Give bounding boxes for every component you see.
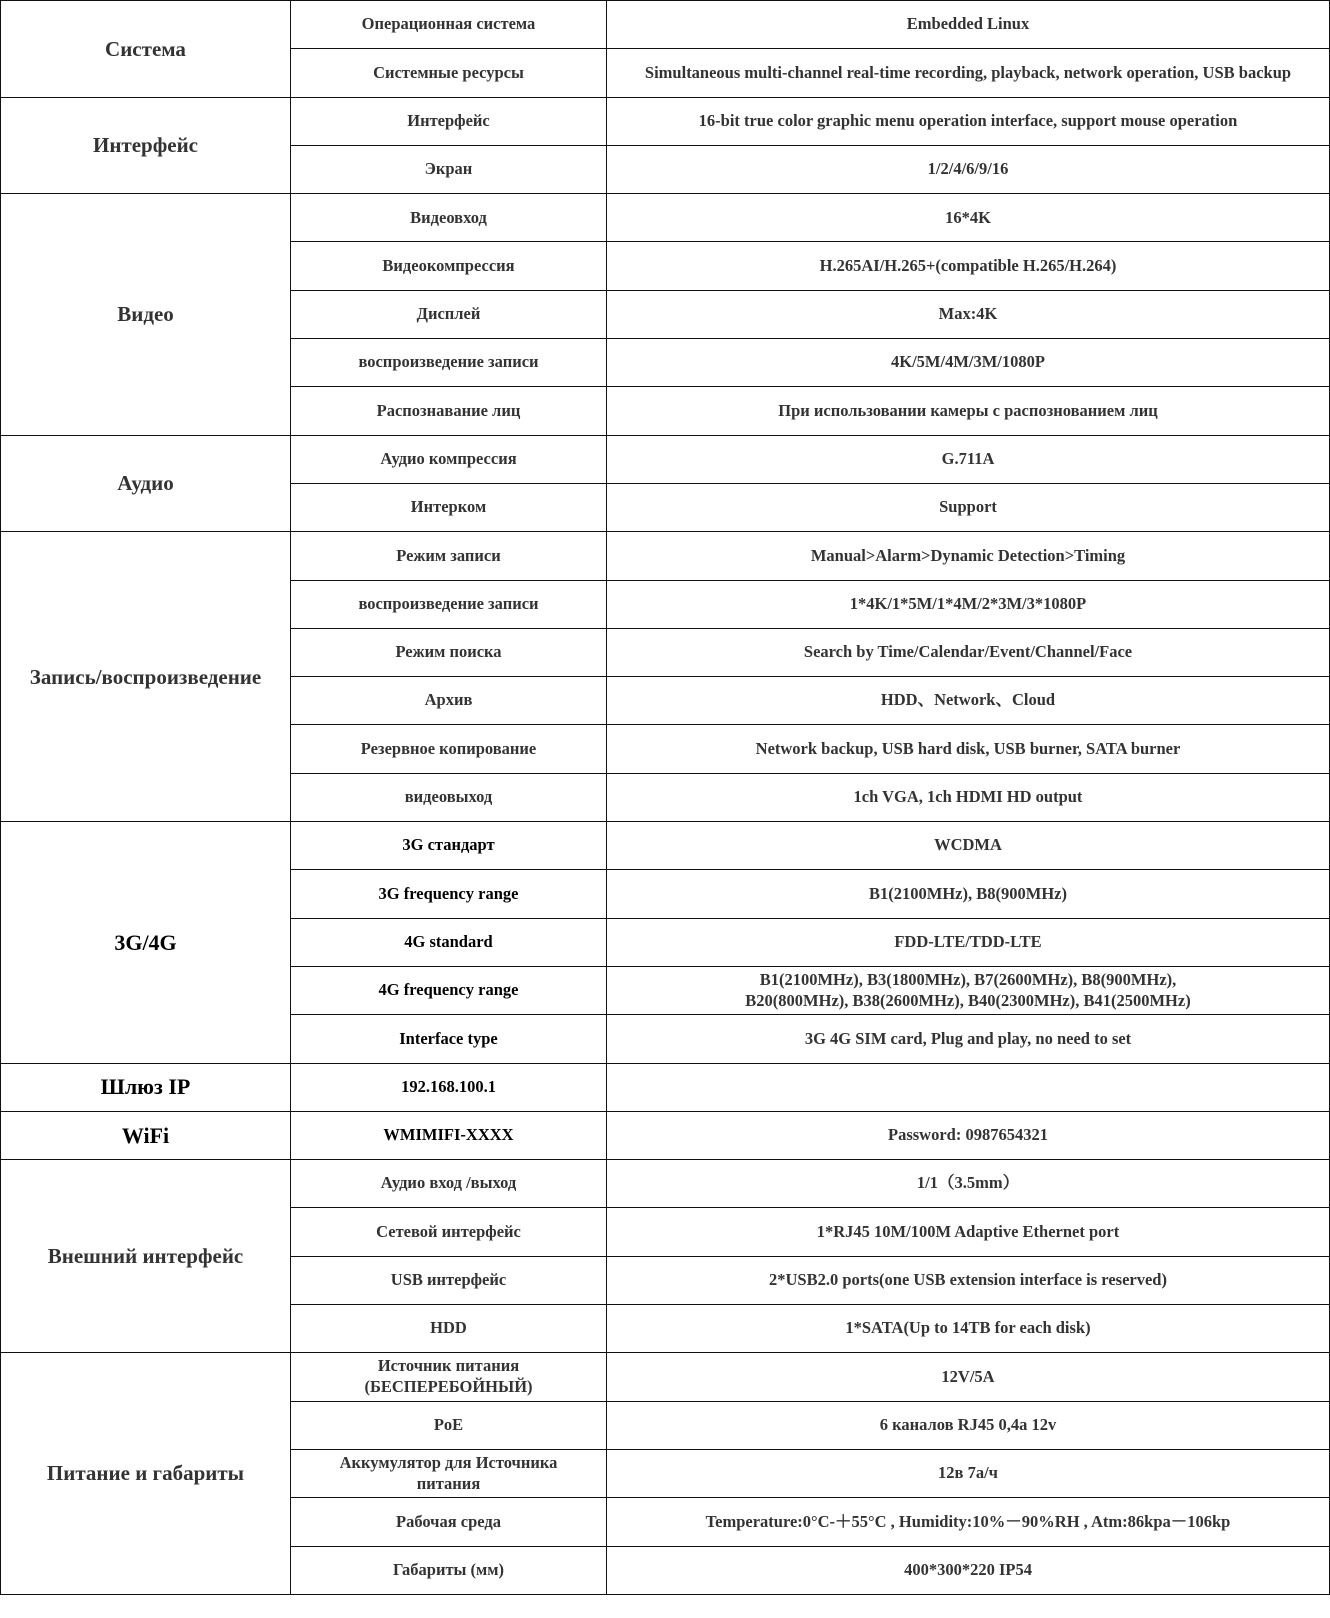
- param-line: питания: [416, 1473, 481, 1493]
- param-cell: Видеовход: [291, 194, 607, 242]
- param-cell: [291, 1353, 607, 1401]
- param-cell: Интерком: [291, 483, 607, 531]
- param-cell: Аудио вход /выход: [291, 1160, 607, 1208]
- value-cell: 3G 4G SIM card, Plug and play, no need to set: [607, 1015, 1330, 1063]
- value-cell: WCDMA: [607, 822, 1330, 870]
- group-label: WiFi: [1, 1111, 291, 1159]
- value-cell: 1*RJ45 10M/100M Adaptive Ethernet port: [607, 1208, 1330, 1256]
- value-cell: 1/1（3.5mm）: [607, 1160, 1330, 1208]
- value-cell: Manual>Alarm>Dynamic Detection>Timing: [607, 532, 1330, 580]
- value-cell: Simultaneous multi-channel real-time recording, playback, network operation, USB backup: [607, 49, 1330, 97]
- param-cell: 192.168.100.1: [291, 1063, 607, 1111]
- value-cell: 16*4K: [607, 194, 1330, 242]
- group-label: Система: [1, 1, 291, 98]
- value-cell: 400*300*220 IP54: [607, 1546, 1330, 1594]
- value-cell: 1*4K/1*5M/1*4M/2*3M/3*1080P: [607, 580, 1330, 628]
- group-label: Видео: [1, 194, 291, 435]
- value-cell: Support: [607, 483, 1330, 531]
- table-row: [1, 1, 1330, 49]
- value-cell: Max:4K: [607, 290, 1330, 338]
- value-cell: B1(2100MHz), B8(900MHz): [607, 870, 1330, 918]
- param-cell: Режим поиска: [291, 628, 607, 676]
- spec-table-body: [1, 1, 1330, 1595]
- param-cell: воспроизведение записи: [291, 580, 607, 628]
- value-cell: Search by Time/Calendar/Event/Channel/Face: [607, 628, 1330, 676]
- param-cell: Аудио компрессия: [291, 435, 607, 483]
- table-row: [1, 1353, 1330, 1401]
- value-cell: При использовании камеры с распознованием лиц: [607, 387, 1330, 435]
- param-cell: Интерфейс: [291, 97, 607, 145]
- group-label: Интерфейс: [1, 97, 291, 194]
- value-cell: HDD、Network、Cloud: [607, 677, 1330, 725]
- value-cell: H.265AI/H.265+(compatible H.265/H.264): [607, 242, 1330, 290]
- param-cell: 3G frequency range: [291, 870, 607, 918]
- value-line: B1(2100MHz), B3(1800MHz), B7(2600MHz), B8(900MHz),: [759, 969, 1177, 989]
- param-cell: воспроизведение записи: [291, 339, 607, 387]
- table-row: [1, 532, 1330, 580]
- param-line: Источник питания: [377, 1356, 520, 1376]
- value-cell: 4K/5M/4M/3M/1080P: [607, 339, 1330, 387]
- value-cell: 16-bit true color graphic menu operation interface, support mouse operation: [607, 97, 1330, 145]
- param-cell: Габариты (мм): [291, 1546, 607, 1594]
- value-cell: [607, 1063, 1330, 1111]
- param-cell: Операционная система: [291, 1, 607, 49]
- group-label: Внешний интерфейс: [1, 1160, 291, 1353]
- group-label: Аудио: [1, 435, 291, 532]
- table-row: [1, 194, 1330, 242]
- value-cell: 12V/5A: [607, 1353, 1330, 1401]
- table-row: [1, 1111, 1330, 1159]
- param-cell: [291, 1449, 607, 1497]
- value-cell: Embedded Linux: [607, 1, 1330, 49]
- param-cell: WMIMIFI-XXXX: [291, 1111, 607, 1159]
- param-line: (БЕСПЕРЕБОЙНЫЙ): [364, 1376, 533, 1396]
- value-cell: Temperature:0°C-＋55°C , Humidity:10%－90%RH , Atm:86kpa－106kp: [607, 1498, 1330, 1546]
- param-cell: Архив: [291, 677, 607, 725]
- value-cell: G.711A: [607, 435, 1330, 483]
- param-cell: Резервное копирование: [291, 725, 607, 773]
- value-cell: 1ch VGA, 1ch HDMI HD output: [607, 773, 1330, 821]
- value-cell: 2*USB2.0 ports(one USB extension interface is reserved): [607, 1256, 1330, 1304]
- value-cell: FDD-LTE/TDD-LTE: [607, 918, 1330, 966]
- group-label: 3G/4G: [1, 822, 291, 1063]
- group-label: Запись/воспроизведение: [1, 532, 291, 822]
- value-cell: Network backup, USB hard disk, USB burner, SATA burner: [607, 725, 1330, 773]
- group-label: Шлюз IP: [1, 1063, 291, 1111]
- table-row: [1, 1160, 1330, 1208]
- param-cell: PoE: [291, 1401, 607, 1449]
- param-cell: 4G frequency range: [291, 966, 607, 1014]
- param-cell: Распознавание лиц: [291, 387, 607, 435]
- value-cell: Password: 0987654321: [607, 1111, 1330, 1159]
- param-cell: HDD: [291, 1305, 607, 1353]
- param-cell: Рабочая среда: [291, 1498, 607, 1546]
- table-row: [1, 822, 1330, 870]
- value-cell: 12в 7а/ч: [607, 1449, 1330, 1497]
- param-cell: 4G standard: [291, 918, 607, 966]
- param-cell: Дисплей: [291, 290, 607, 338]
- table-row: [1, 97, 1330, 145]
- param-cell: Режим записи: [291, 532, 607, 580]
- group-label: Питание и габариты: [1, 1353, 291, 1594]
- param-cell: Экран: [291, 145, 607, 193]
- param-cell: Системные ресурсы: [291, 49, 607, 97]
- value-cell: 1*SATA(Up to 14TB for each disk): [607, 1305, 1330, 1353]
- param-cell: Видеокомпрессия: [291, 242, 607, 290]
- param-cell: Сетевой интерфейс: [291, 1208, 607, 1256]
- table-row: [1, 1063, 1330, 1111]
- param-cell: Interface type: [291, 1015, 607, 1063]
- table-row: [1, 435, 1330, 483]
- param-cell: USB интерфейс: [291, 1256, 607, 1304]
- value-cell: 6 каналов RJ45 0,4а 12v: [607, 1401, 1330, 1449]
- param-cell: 3G стандарт: [291, 822, 607, 870]
- value-cell: [607, 966, 1330, 1014]
- value-cell: 1/2/4/6/9/16: [607, 145, 1330, 193]
- param-line: Аккумулятор для Источника: [339, 1452, 558, 1472]
- param-cell: видеовыход: [291, 773, 607, 821]
- value-line: B20(800MHz), B38(2600MHz), B40(2300MHz), B41(2500MHz): [745, 990, 1191, 1010]
